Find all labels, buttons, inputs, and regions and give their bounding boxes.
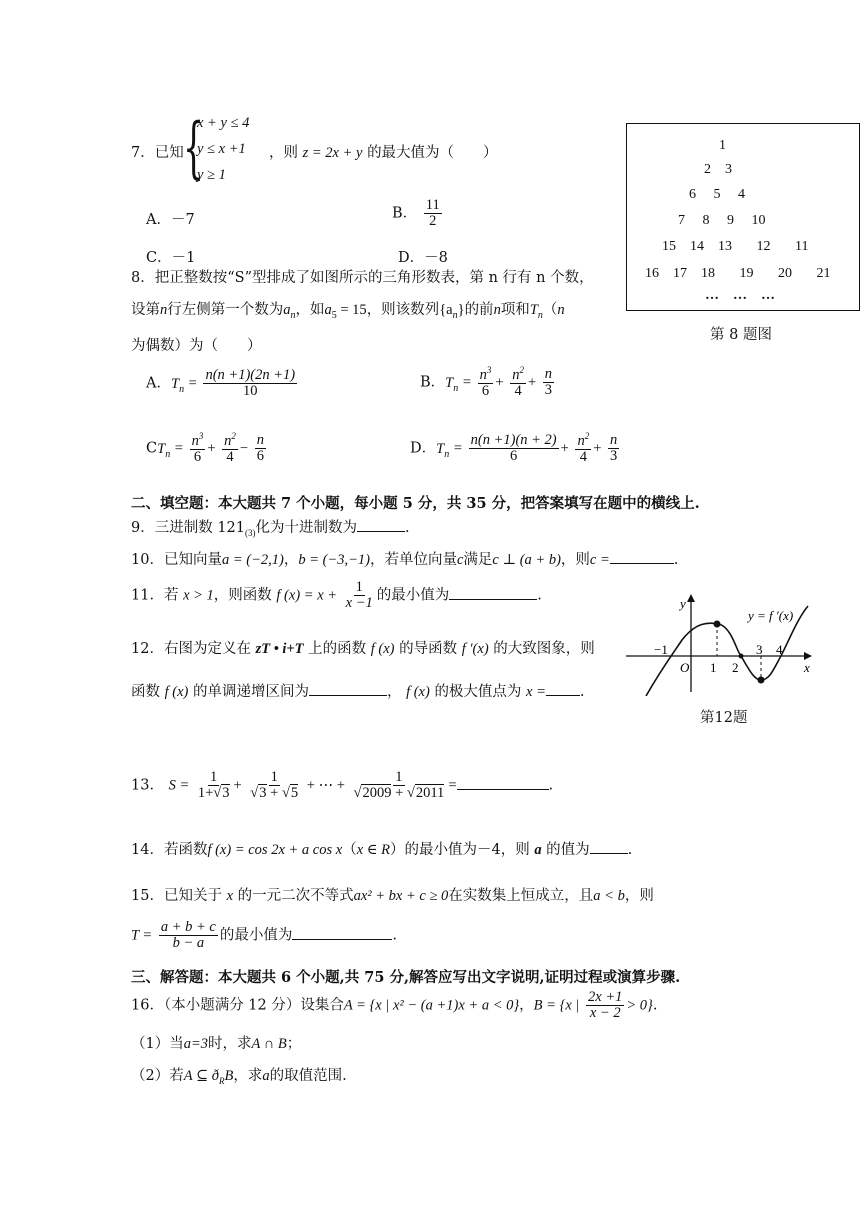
x-axis-arrow bbox=[804, 652, 812, 660]
tri-row-4: 7 8 9 10 bbox=[678, 213, 766, 228]
q7-brace: { bbox=[183, 109, 204, 186]
figure8-caption: 第 8 题图 bbox=[710, 327, 772, 343]
q16-part2: （2）若A ⊆ $ð_RB$，求a的取值范围. bbox=[131, 1068, 347, 1086]
q13-answer-blank[interactable] bbox=[457, 775, 549, 790]
q8-option-b: B．$T_n$ = $\frac{n^3}{6}$ + $\frac{n^2}{4}$ + $\frac{n}{3}$ bbox=[420, 365, 552, 400]
y-axis-label: y bbox=[680, 596, 686, 611]
q7-mid: ，则 z = 2x + y 的最大值为（ ） bbox=[269, 145, 498, 161]
y-axis-arrow bbox=[687, 594, 695, 602]
figure12-derivative-graph bbox=[624, 592, 848, 696]
q8-option-c: $CT_n$ = $\frac{n^3}{6}$ + $\frac{n^2}{4}$ − $\frac{n}{6}$ bbox=[146, 431, 264, 466]
tick-label-1: 1 bbox=[710, 660, 717, 675]
zero-point bbox=[739, 654, 744, 659]
q15-line1: 15．已知关于 x 的一元二次不等式ax² + bx + c ≥ 0在实数集上恒成立，且a < b，则 bbox=[131, 888, 654, 904]
min-point bbox=[758, 677, 765, 684]
q15-answer-blank[interactable] bbox=[292, 925, 392, 940]
tick-label-m1: −1 bbox=[654, 642, 668, 657]
figure12-caption: 第12题 bbox=[700, 710, 748, 726]
origin-label: O bbox=[680, 660, 690, 675]
q7-constraint-3: y ≥ 1 bbox=[197, 167, 226, 183]
tri-row-2: 2 3 bbox=[704, 162, 732, 177]
q8-line3: 为偶数）为（ ） bbox=[131, 338, 262, 354]
q8-option-a: A．$T_n$ = $\frac{n(n +1)(2n +1)}{10}$ bbox=[146, 367, 296, 400]
tick-label-4: 4 bbox=[776, 642, 783, 657]
q16-stem: 16．（本小题满分 12 分）设集合A = {x | x² − (a +1)x + a < 0}，B = {x | $\frac{2x +1}{x - 2}$ > 0}. bbox=[131, 989, 658, 1022]
tick-label-3: 3 bbox=[756, 642, 763, 657]
q7-constraint-2: y ≤ x +1 bbox=[197, 141, 246, 157]
q8-option-d: D．$T_n$ = $\frac{n(n +1)(n + 2)}{6}$ + $\frac{n^2}{4}$ + $\frac{n}{3}$ bbox=[410, 431, 618, 466]
q10-answer-blank[interactable] bbox=[610, 549, 674, 564]
q7-option-d: D．－8 bbox=[398, 250, 448, 266]
q7-option-c: C．－1 bbox=[146, 250, 196, 266]
q10: 10．已知向量a = (−2,1)，b = (−3,−1)，若单位向量c满足c ⊥ (a + b)，则c = . bbox=[131, 548, 678, 569]
q12-increasing-interval-blank[interactable] bbox=[309, 681, 387, 696]
q9: 9．三进制数 $121_{(3)}$化为十进制数为 . bbox=[131, 516, 410, 538]
tri-row-dots: … … … bbox=[705, 288, 775, 303]
q11-answer-blank[interactable] bbox=[449, 585, 537, 600]
q11: 11．若 x > 1，则函数 f (x) = x + $\frac{1}{x -1}$ 的最小值为 . bbox=[131, 579, 542, 612]
q8-line2: 设第n行左侧第一个数为$a_n$，如$a_5 = 15$，则该数列$\{a_n\}$的前n项和$T_n(n$ bbox=[131, 302, 565, 321]
q14: 14．若函数f (x) = cos 2x + a cos x（x ∈ R）的最小值为－4，则 a 的值为 . bbox=[131, 838, 632, 859]
q9-answer-blank[interactable] bbox=[357, 517, 405, 532]
tick-label-2: 2 bbox=[732, 660, 739, 675]
triangle-number-table bbox=[626, 123, 860, 311]
q7-prefix: 7．已知 bbox=[131, 145, 184, 161]
section2-heading: 二、填空题：本大题共 7 个小题，每小题 5 分，共 35 分，把答案填写在题中的横线上. bbox=[131, 495, 700, 512]
q8-line1: 8．把正整数按“S”型排成了如图所示的三角形数表，第 n 行有 n 个数， bbox=[131, 270, 594, 286]
q7-constraint-1: x + y ≤ 4 bbox=[197, 115, 250, 131]
tri-row-6: 16 17 18 19 20 21 bbox=[645, 266, 831, 281]
q16-part1: （1）当a=3时，求A ∩ B； bbox=[131, 1036, 302, 1052]
q13: 13． S = $\frac{1}{1+√3}$ + $\frac{1}{√3 + √5}$ + ⋯ + $\frac{1}{√2009 + √2011}$ = . bbox=[131, 769, 554, 802]
tri-row-5: 15 14 13 12 11 bbox=[662, 239, 809, 254]
q14-answer-blank[interactable] bbox=[590, 839, 628, 854]
q12-max-point-blank[interactable] bbox=[546, 681, 580, 696]
q7-option-a: A．－7 bbox=[146, 212, 195, 228]
tri-row-3: 6 5 4 bbox=[689, 187, 745, 202]
q12-line2: 函数 f (x) 的单调递增区间为 ， f (x) 的极大值点为 x = . bbox=[131, 680, 585, 701]
curve-label: y = f ′(x) bbox=[748, 608, 794, 623]
section3-heading: 三、解答题：本大题共 6 个小题,共 75 分,解答应写出文字说明,证明过程或演算步骤. bbox=[131, 969, 681, 986]
q15-line2: T = $\frac{a + b + c}{b - a}$ 的最小值为 . bbox=[131, 919, 397, 952]
q7-option-b: B． $\frac{11}{2}$ bbox=[392, 197, 440, 230]
q12-line1: 12．右图为定义在 zT • i+T 上的函数 f (x) 的导函数 f ′(x) 的大致图象，则 bbox=[131, 641, 595, 657]
tri-row-1: 1 bbox=[719, 138, 726, 153]
x-axis-label: x bbox=[804, 660, 810, 675]
max-point bbox=[714, 621, 721, 628]
